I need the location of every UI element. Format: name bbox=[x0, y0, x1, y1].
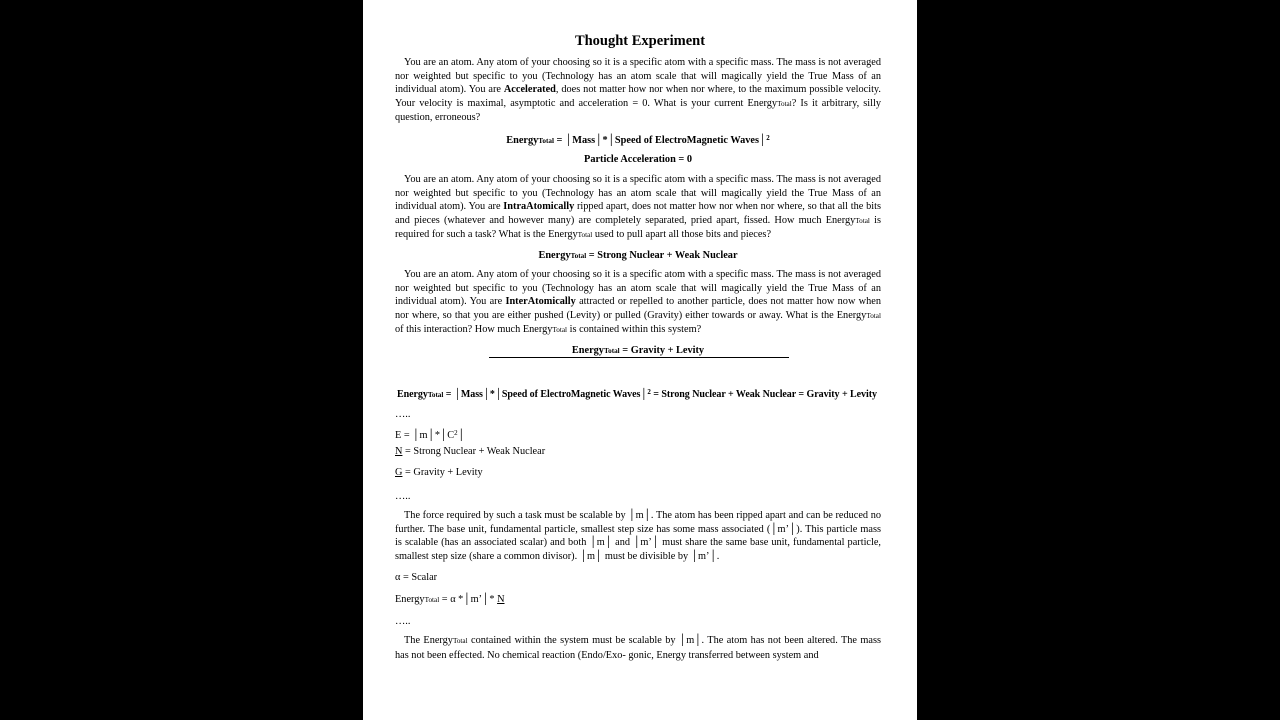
text-run: Energy bbox=[506, 135, 539, 146]
document-title: Thought Experiment bbox=[574, 33, 706, 49]
text-run: = Strong Nuclear + Weak Nuclear bbox=[402, 446, 546, 457]
text-run: must be divisible by bbox=[602, 550, 691, 562]
equation-energy-nuclear bbox=[395, 249, 881, 264]
equation-energy-mass bbox=[395, 132, 881, 149]
text-run: attracted or repelled to another particle, does not matter how now when nor where, so that you are either pushed (Levity) or pulled (Gravity) either towards or away. What is the Energy bbox=[395, 296, 881, 321]
text-run: Energy bbox=[395, 594, 425, 605]
subscript: Total bbox=[577, 231, 593, 240]
ellipsis-separator: ….. bbox=[395, 409, 411, 420]
mass-symbol: │m’│ bbox=[690, 550, 717, 562]
text-run: of this interaction? How much Energy bbox=[395, 324, 553, 336]
equation-e-mc2 bbox=[395, 427, 465, 443]
text-run: used to pull apart all those bits and pieces? bbox=[592, 229, 772, 241]
mass-symbol: │m│ bbox=[589, 537, 613, 549]
subscript: Total bbox=[538, 137, 554, 145]
subscript: Total bbox=[552, 326, 568, 335]
text-run: . bbox=[716, 550, 720, 562]
horizontal-rule bbox=[489, 357, 789, 358]
text-run: = Gravity + Levity bbox=[619, 345, 705, 356]
paragraph-intraatomic bbox=[395, 173, 881, 243]
mass-symbol: │m│ bbox=[678, 635, 702, 646]
paragraph-accelerated bbox=[395, 56, 881, 125]
text-run: │ bbox=[457, 430, 465, 441]
subscript: Total bbox=[424, 596, 440, 604]
paragraph-energy-contained bbox=[395, 634, 881, 662]
mass-symbol: │m│ bbox=[579, 550, 603, 562]
equation-particle-acceleration: Particle Acceleration = 0 bbox=[584, 154, 692, 165]
superscript: 2 bbox=[766, 134, 770, 142]
text-run: = │Mass│*│Speed of ElectroMagnetic Waves│ bbox=[443, 389, 648, 400]
superscript: 2 bbox=[647, 388, 651, 396]
subscript: Total bbox=[570, 252, 587, 260]
superscript: 2 bbox=[454, 429, 458, 437]
text-run: The force required by such a task must be scalable by bbox=[404, 510, 629, 521]
text-run: is contained within this system? bbox=[567, 324, 702, 336]
text-run: contained within the system must be scalable by bbox=[467, 635, 679, 646]
text-run: Energy bbox=[571, 345, 604, 356]
text-run: Energy bbox=[397, 389, 428, 400]
equation-energy-alpha bbox=[395, 593, 505, 608]
text-run: You are an atom. Any atom of your choosing so it is a specific atom with a specific mass. The mass is not averaged nor weighted but specific to you (Technology has an atom scale that will magically yield the True Mass of an individual atom). You are bbox=[395, 174, 881, 213]
text-run: , does not matter how nor when nor where, to the maximum possible velocity. Your velocity is maximal, asymptotic and acceleration = 0. What is your current Energy bbox=[395, 84, 881, 109]
bold-term: Accelerated bbox=[503, 84, 556, 96]
text-run: must share the same base unit, fundamental particle, smallest step size (share a common divisor). bbox=[395, 537, 882, 562]
subscript: Total bbox=[866, 311, 881, 320]
subscript: Total bbox=[603, 347, 620, 355]
paragraph-interatomic bbox=[395, 268, 881, 338]
bold-term: InterAtomically bbox=[505, 296, 576, 308]
definition-n bbox=[395, 445, 545, 459]
mass-symbol: │m’│ bbox=[770, 523, 797, 535]
text-run: You are an atom. Any atom of your choosing so it is a specific atom with a specific mass. The mass is not averaged nor weighted but specific to you (Technology has an atom scale that will magically yield the True Mass of an individual atom). You are bbox=[395, 269, 881, 308]
text-run: Energy bbox=[538, 250, 571, 261]
text-run: ). This particle mass is scalable (has an associated scalar) and both bbox=[395, 523, 881, 549]
text-run: = Strong Nuclear + Weak Nuclear = Gravity + Levity bbox=[650, 389, 877, 400]
subscript: Total bbox=[777, 99, 792, 108]
underlined-symbol: N bbox=[497, 594, 505, 605]
text-run: . The atom has not been altered. The mass has not been effected. No chemical reaction (Endo/Exo- gonic, Energy transferred between system and bbox=[395, 635, 881, 661]
equation-combined bbox=[397, 386, 883, 403]
text-run: and bbox=[612, 537, 634, 549]
mass-symbol: │m│ bbox=[628, 510, 651, 521]
text-run: ripped apart, does not matter how nor when nor where, so that all the bits and pieces (whatever and however many) are completely separated, pried apart, fissed. How much Energy bbox=[395, 201, 881, 226]
underlined-symbol: G bbox=[395, 467, 403, 478]
text-run: = Strong Nuclear + Weak Nuclear bbox=[586, 250, 738, 261]
text-run: = │Mass│*│Speed of ElectroMagnetic Waves│ bbox=[553, 135, 767, 146]
document-page bbox=[363, 0, 917, 720]
text-run: E = │m│*│C bbox=[395, 430, 455, 441]
text-run: The Energy bbox=[404, 635, 453, 646]
bold-term: IntraAtomically bbox=[503, 201, 575, 213]
text-run: = Gravity + Levity bbox=[402, 467, 483, 478]
text-run: . The atom has been ripped apart and can be reduced no further. The base unit, fundamental particle, smallest step size has some mass associated ( bbox=[395, 510, 881, 535]
text-run: You are an atom. Any atom of your choosing so it is a specific atom with a specific mass. The mass is not averaged nor weighted but specific to you (Technology has an atom scale that will magically yield the True Mass of an individual atom). You are bbox=[395, 57, 881, 96]
text-run: = α *│m’│* bbox=[439, 594, 498, 605]
underlined-symbol: N bbox=[395, 446, 403, 457]
text-run: is required for such a task? What is the Energy bbox=[395, 214, 881, 241]
paragraph-force-scalable bbox=[395, 509, 881, 563]
ellipsis-separator: ….. bbox=[395, 616, 411, 627]
definition-g bbox=[395, 466, 483, 480]
subscript: Total bbox=[427, 391, 444, 399]
text-run: ? Is it arbitrary, silly question, erroneous? bbox=[395, 97, 881, 124]
ellipsis-separator: ….. bbox=[395, 491, 411, 502]
mass-symbol: │m’│ bbox=[633, 537, 660, 549]
subscript: Total bbox=[452, 637, 468, 645]
definition-alpha: α = Scalar bbox=[395, 572, 438, 583]
subscript: Total bbox=[855, 216, 870, 225]
